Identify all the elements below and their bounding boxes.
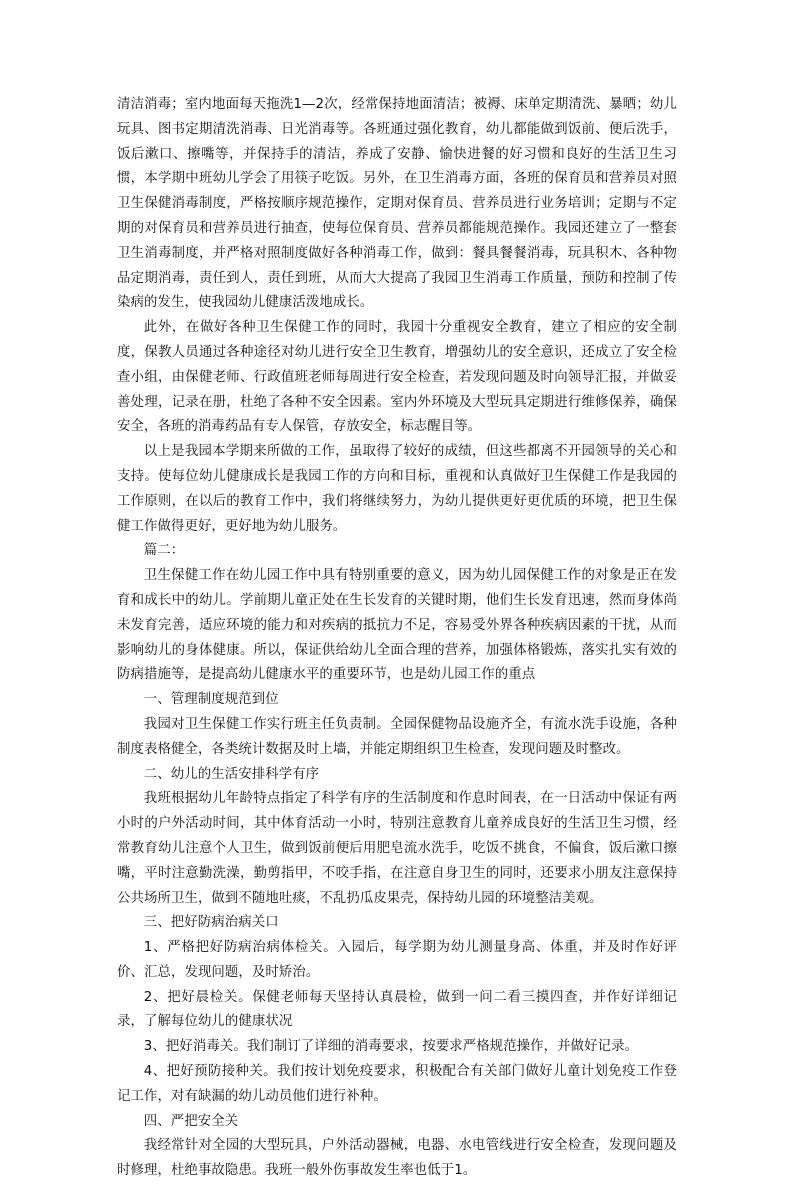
body-paragraph: 清洁消毒；室内地面每天拖洗1—2次，经常保持地面清洁；被褥、床单定期清洗、暴晒；幼儿玩具、图书定期清洗消毒、日光消毒等。各班通过强化教育，幼儿都能做到饭前、便后洗手，饭后漱口、擦嘴等，并保持手的清洁，养成了安静、愉快进餐的好习惯和良好的生活卫生习惯，本学期中班幼儿学会了用筷子吃饭。另外，在卫生消毒方面，各班的保育员和营养员对照卫生保健消毒制度，严格按顺序规范操作，定期对保育员、营养员进行业务培训；定期与不定期的对保育员和营养员进行抽查，使每位保育员、营养员都能规范操作。我园还建立了一整套卫生消毒制度，并严格对照制度做好各种消毒工作，做到：餐具餐餐消毒，玩具积木、各种物品定期消毒，责任到人，责任到班，从而大大提高了我园卫生消毒工作质量，预防和控制了传染病的发生，使我园幼儿健康活泼地成长。 [117, 97, 677, 311]
body-paragraph: 我经常针对全园的大型玩具，户外活动器械，电器、水电管线进行安全检查，发现问题及时修理，杜绝事故隐患。我班一般外伤事故发生率也低于1。 [117, 1138, 677, 1179]
body-paragraph: 我班根据幼儿年龄特点指定了科学有序的生活制度和作息时间表，在一日活动中保证有两小时的户外活动时间，其中体育活动一小时，特别注意教育儿童养成良好的生活卫生习惯，经常教育幼儿注意个人卫生，做到饭前便后用肥皂流水洗手，吃饭不挑食，不偏食，饭后漱口擦嘴，平时注意勤洗澡，勤剪指甲，不咬手指，在注意自身卫生的同时，还要求小朋友注意保持公共场所卫生，做到不随地吐痰，不乱扔瓜皮果壳，保持幼儿园的环境整洁美观。 [117, 791, 677, 906]
list-item: 1、严格把好防病治病体检关。入园后，每学期为幼儿测量身高、体重，并及时作好评价、汇总，发现问题，及时矫治。 [117, 940, 677, 980]
list-item: 4、把好预防接种关。我们按计划免疫要求，积极配合有关部门做好儿童计划免疫工作登记工作，对有缺漏的幼儿动员他们进行补种。 [117, 1064, 677, 1104]
section-heading: 篇二： [143, 543, 185, 559]
section-heading: 二、幼儿的生活安排科学有序 [143, 766, 320, 782]
body-paragraph: 卫生保健工作在幼儿园工作中具有特别重要的意义，因为幼儿园保健工作的对象是正在发育和成长中的幼儿。学前期儿童正处在生长发育的关键时期，他们生长发育迅速，然而身体尚未发育完善，适应环境的能力和对疾病的抵抗力不足，容易受外界各种疾病因素的干扰，从而影响幼儿的身体健康。所以，保证供给幼儿全面合理的营养，加强体格锻炼，落实扎实有效的防病措施等，是提高幼儿健康水平的重要环节，也是幼儿园工作的重点 [117, 568, 677, 683]
section-heading: 三、把好防病治病关口 [143, 915, 279, 931]
document-page [117, 93, 677, 1184]
body-paragraph: 此外，在做好各种卫生保健工作的同时，我园十分重视安全教育，建立了相应的安全制度，保教人员通过各种途径对幼儿进行安全卫生教育，增强幼儿的安全意识，还成立了安全检查小组，由保健老师、行政值班老师每周进行安全检查，若发现问题及时向领导汇报，并做妥善处理，记录在册，杜绝了各种不安全因素。室内外环境及大型玩具定期进行维修保养，确保安全，各班的消毒药品有专人保管，存放安全，标志醒目等。 [117, 320, 677, 435]
body-paragraph: 我园对卫生保健工作实行班主任负责制。全园保健物品设施齐全，有流水洗手设施，各种制度表格健全，各类统计数据及时上墙，并能定期组织卫生检查，发现问题及时整改。 [117, 716, 677, 757]
body-paragraph: 以上是我园本学期来所做的工作，虽取得了较好的成绩，但这些都离不开园领导的关心和支持。使每位幼儿健康成长是我园工作的方向和目标，重视和认真做好卫生保健工作是我园的工作原则，在以后的教育工作中，我们将继续努力，为幼儿提供更好更优质的环境，把卫生保健工作做得更好，更好地为幼儿服务。 [117, 444, 677, 534]
section-heading: 一、管理制度规范到位 [143, 692, 279, 708]
list-item: 3、把好消毒关。我们制订了详细的消毒要求，按要求严格规范操作，并做好记录。 [143, 1039, 639, 1055]
list-item: 2、把好晨检关。保健老师每天坚持认真晨检，做到一问二看三摸四查，并作好详细记录，了解每位幼儿的健康状况 [117, 989, 677, 1030]
section-heading: 四、严把安全关 [143, 1113, 239, 1129]
